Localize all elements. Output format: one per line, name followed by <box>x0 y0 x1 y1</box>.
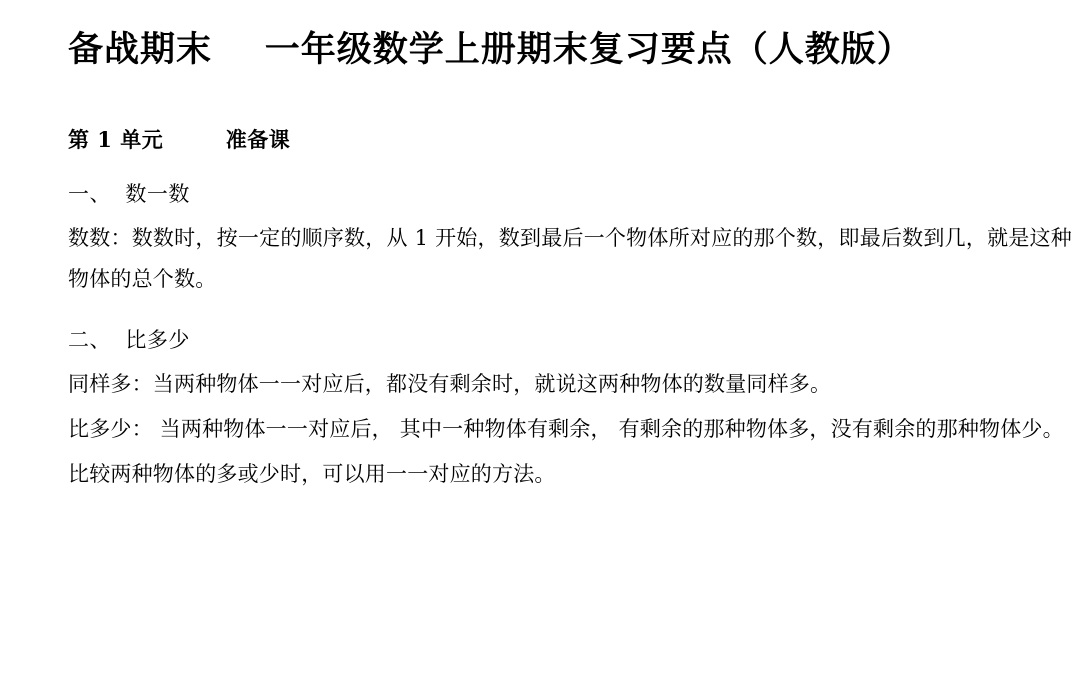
page-title: 备战期末 一年级数学上册期末复习要点（人教版） <box>68 29 913 70</box>
paragraph-counting: 数数：数数时，按一定的顺序数，从 1 开始，数到最后一个物体所对应的那个数，即最后数到几，就是这种物体的总个数。 <box>68 225 1072 291</box>
paragraph-comparison-method: 比较两种物体的多或少时，可以用一一对应的方法。 <box>68 461 556 486</box>
section-heading-shuyishu: 一、 数一数 <box>68 181 190 206</box>
unit-heading: 第 1 单元 准备课 <box>68 126 291 152</box>
section-heading-biduoshao: 二、 比多少 <box>68 327 190 352</box>
paragraph-more-or-less: 比多少： 当两种物体一一对应后， 其中一种物体有剩余， 有剩余的那种物体多，没有剩余的那种物体少。 <box>68 416 1064 441</box>
paragraph-same-amount: 同样多：当两种物体一一对应后，都没有剩余时，就说这两种物体的数量同样多。 <box>68 371 832 396</box>
